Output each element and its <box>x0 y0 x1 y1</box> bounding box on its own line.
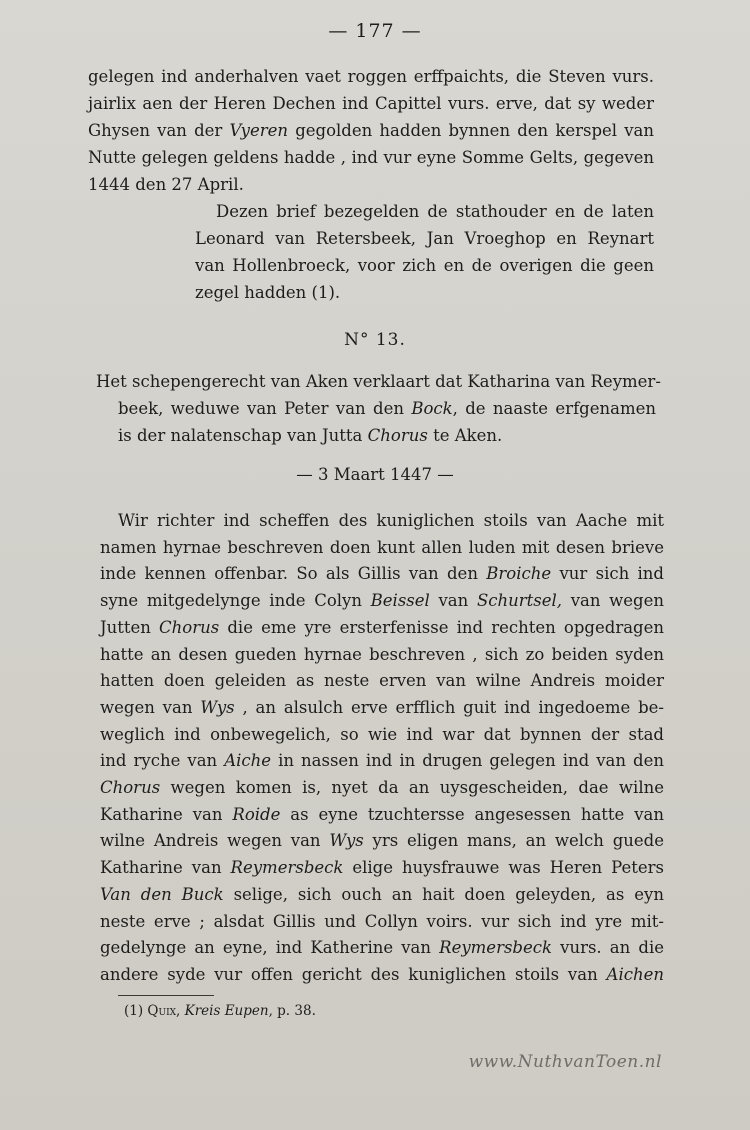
date-line: — 3 Maart 1447 — <box>296 465 454 484</box>
charter-line: ind ryche van Aiche in nassen ind in drugen gelegen ind van den <box>100 751 665 770</box>
charter-line: Wir richter ind scheffen des kuniglichen stoils van Aache mit <box>118 511 664 530</box>
charter-line: neste erve ; alsdat Gillis und Collyn voirs. vur sich ind yre mit- <box>100 912 664 931</box>
charter-line: Van den Buck selige, sich ouch an hait doen geleyden, as eyn <box>100 885 664 904</box>
text-line: Leonard van Retersbeek, Jan Vroeghop en Reynart <box>195 229 654 248</box>
charter-line: Katharine van Roide as eyne tzuchtersse angesessen hatte van <box>100 805 664 824</box>
charter-line: inde kennen offenbar. So als Gillis van den Broiche vur sich ind <box>100 564 664 583</box>
charter-line: wegen van Wys , an alsulch erve erfflich guit ind ingedoeme be- <box>100 698 664 717</box>
charter-line: wilne Andreis wegen van Wys yrs eligen mans, an welch guede <box>100 831 664 850</box>
text-line: gelegen ind anderhalven vaet roggen erffpaichts, die Steven vurs. <box>88 67 654 86</box>
watermark: www.NuthvanToen.nl <box>468 1052 662 1072</box>
footnote-rule <box>118 995 214 996</box>
text-line: jairlix aen der Heren Dechen ind Capittel vurs. erve, dat sy weder <box>88 94 654 113</box>
summary-line: Het schepengerecht van Aken verklaart dat Katharina van Reymer- <box>96 372 661 391</box>
charter-line: weglich ind onbewegelich, so wie ind war dat bynnen der stad <box>100 725 664 744</box>
footnote: (1) Quix, Kreis Eupen, p. 38. <box>124 1003 316 1019</box>
page-number: — 177 — <box>328 20 422 42</box>
charter-line: Jutten Chorus die eme yre ersterfenisse ind rechten opgedragen <box>100 618 664 637</box>
summary-line: beek, weduwe van Peter van den Bock, de naaste erfgenamen <box>118 399 657 418</box>
summary-line: is der nalatenschap van Jutta Chorus te Aken. <box>118 426 503 445</box>
text-line: Ghysen van der Vyeren gegolden hadden bynnen den kerspel van <box>88 121 654 140</box>
charter-line: andere syde vur offen gericht des kuniglichen stoils van Aichen <box>100 965 664 984</box>
text-line: van Hollenbroeck, voor zich en de overigen die geen <box>195 256 654 275</box>
charter-line: hatte an desen gueden hyrnae beschreven , sich zo beiden syden <box>100 645 664 664</box>
charter-line: gedelynge an eyne, ind Katherine van Reymersbeck vurs. an die <box>100 938 664 957</box>
text-line: Dezen brief bezegelden de stathouder en de laten <box>216 202 654 221</box>
charter-line: syne mitgedelynge inde Colyn Beissel van Schurtsel, van wegen <box>100 591 665 610</box>
charter-line: Katharine van Reymersbeck elige huysfrauwe was Heren Peters <box>100 858 665 877</box>
text-line: 1444 den 27 April. <box>88 175 244 194</box>
charter-line: Chorus wegen komen is, nyet da an uysgescheiden, dae wilne <box>100 778 664 797</box>
charter-line: hatten doen geleiden as neste erven van wilne Andreis moider <box>100 671 664 690</box>
text-line: zegel hadden (1). <box>195 283 341 302</box>
document-number-heading: N° 13. <box>344 330 406 350</box>
charter-line: namen hyrnae beschreven doen kunt allen luden mit desen brieve <box>100 538 664 557</box>
text-line: Nutte gelegen geldens hadde , ind vur eyne Somme Gelts, gegeven <box>88 148 654 167</box>
